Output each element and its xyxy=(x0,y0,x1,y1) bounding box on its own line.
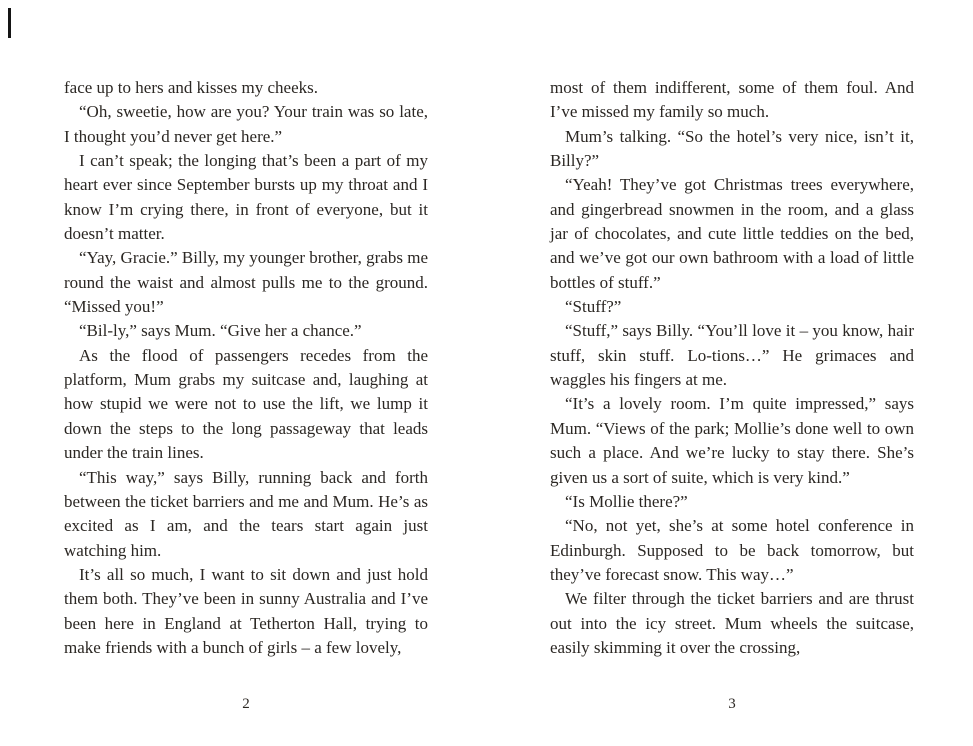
paragraph: Mum’s talking. “So the hotel’s very nice, isn’t it, Billy?” xyxy=(550,126,914,171)
paragraph: “Yay, Gracie.” Billy, my younger brother, grabs me round the waist and almost pulls me to the ground. “Missed you!” xyxy=(64,248,428,317)
paragraph: “Bil-ly,” says Mum. “Give her a chance.” xyxy=(79,321,362,341)
paragraph: As the flood of passengers recedes from the platform, Mum grabs my suitcase and, laughing at how stupid we were not to use the lift, we lump it down the steps to the long passageway that leads under the train lines. xyxy=(64,345,428,463)
paragraph: “Is Mollie there?” xyxy=(565,491,688,511)
paragraph: “Oh, sweetie, how are you? Your train was so late, I thought you’d never get here.” xyxy=(64,102,428,146)
paragraph: It’s all so much, I want to sit down and just hold them both. They’ve been in sunny Australia and I’ve been here in England at Tetherton Hall, trying to make friends with a bunch of girls – a few lovely, xyxy=(64,564,428,657)
page-number-right: 3 xyxy=(728,696,736,712)
paragraph: “It’s a lovely room. I’m quite impressed,” says Mum. “Views of the park; Mollie’s done well to own such a place. And we’re lucky to stay there. She’s given us a sort of suite, which is very kind.” xyxy=(550,394,914,487)
paragraph: “No, not yet, she’s at some hotel conference in Edinburgh. Supposed to be back tomorrow, but they’ve forecast snow. This way…” xyxy=(550,516,914,584)
paragraph: “Stuff,” says Billy. “You’ll love it – you know, hair stuff, skin stuff. Lo-tions…” He grimaces and waggles his fingers at me. xyxy=(550,321,914,390)
page-text-left xyxy=(64,76,428,660)
page-text-right xyxy=(550,76,914,660)
page-number-left: 2 xyxy=(242,696,250,712)
paragraph: “Yeah! They’ve got Christmas trees everywhere, and gingerbread snowmen in the room, and a glass jar of chocolates, and cute little teddies on the bed, and we’ve got our own bathroom with a load of little bottles of stuff.” xyxy=(550,175,914,292)
paragraph: We filter through the ticket barriers and are thrust out into the icy street. Mum wheels the suitcase, easily skimming it over the crossing, xyxy=(550,589,914,657)
book-page-right xyxy=(550,76,914,660)
paragraph: most of them indifferent, some of them foul. And I’ve missed my family so much. xyxy=(550,78,914,122)
page-edge-mark xyxy=(8,8,11,38)
paragraph: “This way,” says Billy, running back and forth between the ticket barriers and me and Mum. He’s as excited as I am, and the tears start again just watching him. xyxy=(64,467,428,560)
paragraph: face up to hers and kisses my cheeks. xyxy=(64,78,318,97)
paragraph: I can’t speak; the longing that’s been a part of my heart ever since September bursts up my throat and I know I’m crying there, in front of everyone, but it doesn’t matter. xyxy=(64,151,428,244)
paragraph: “Stuff?” xyxy=(565,297,622,317)
book-page-left xyxy=(64,76,428,660)
